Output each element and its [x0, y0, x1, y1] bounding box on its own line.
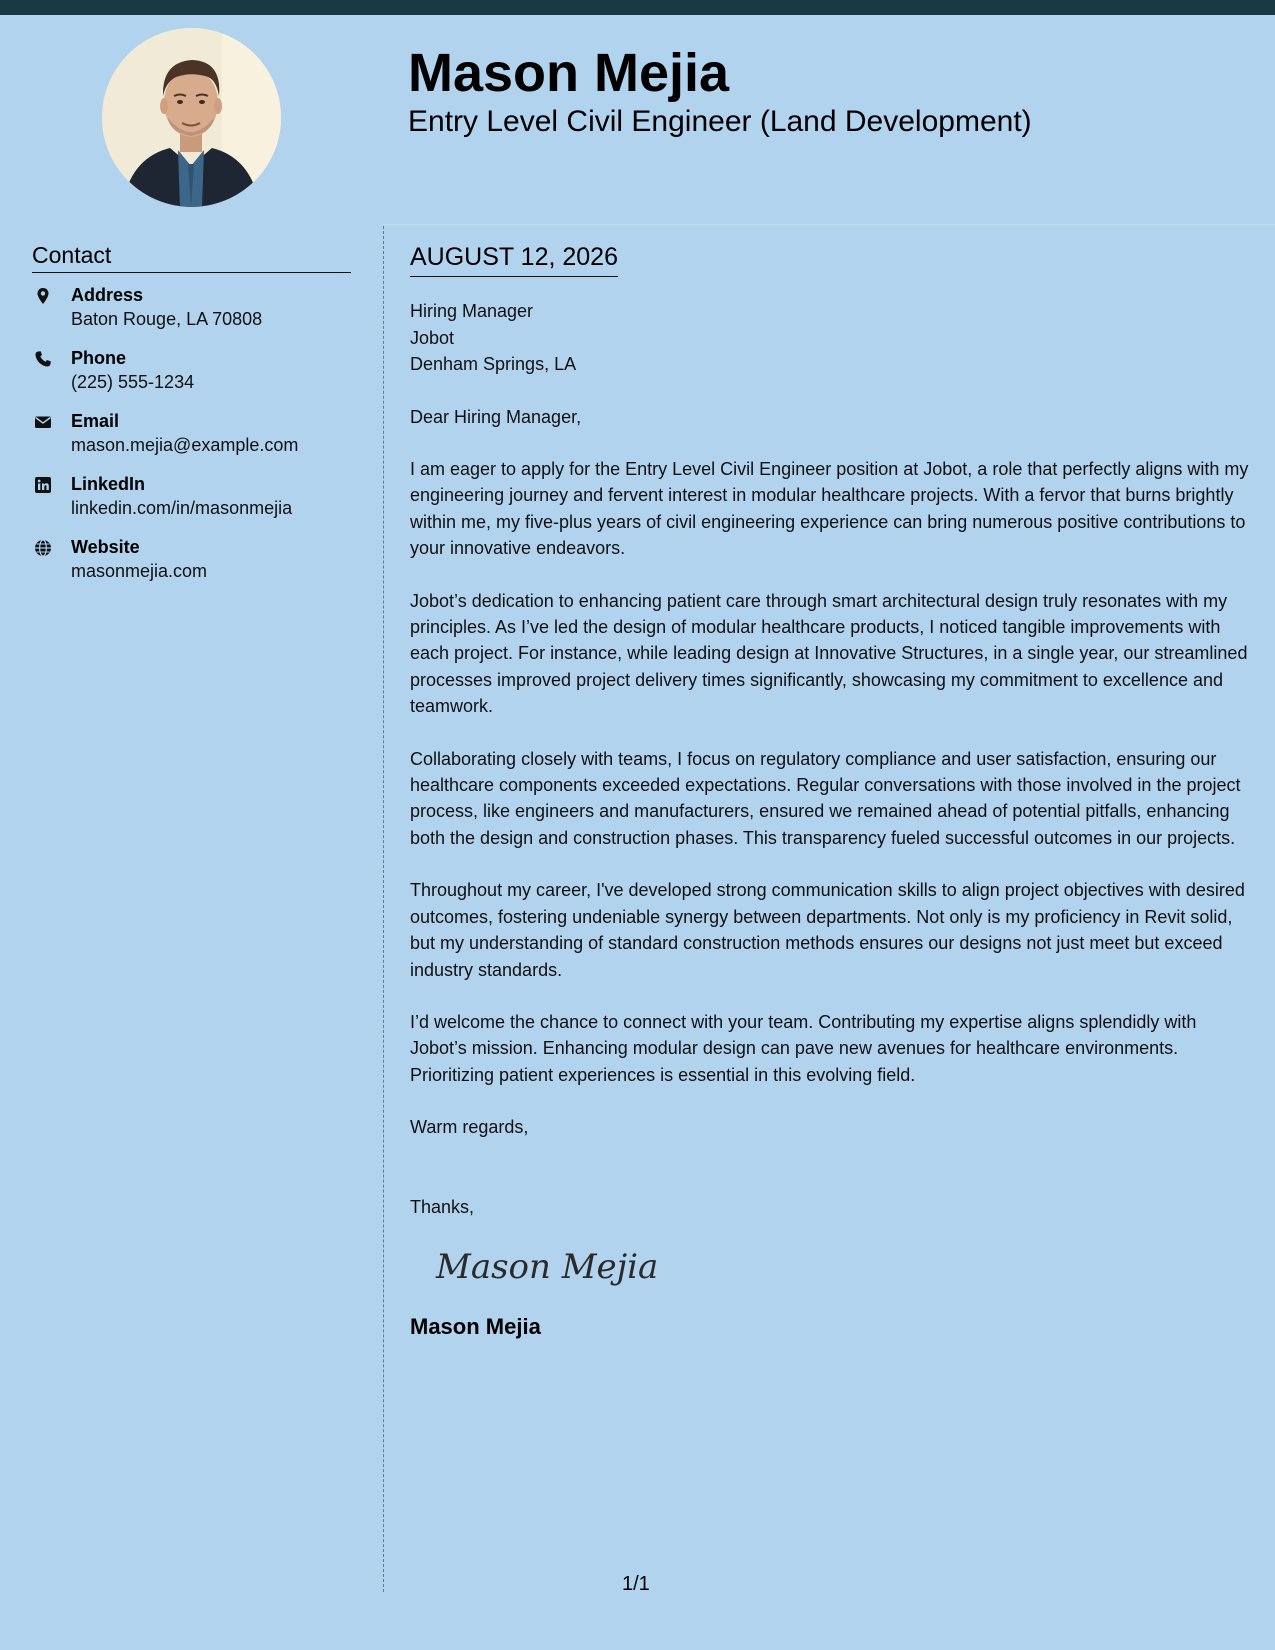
globe-icon: [34, 539, 52, 557]
linkedin-icon: [34, 476, 52, 494]
email-value[interactable]: mason.mejia@example.com: [71, 435, 299, 455]
closing: Warm regards,: [410, 1117, 529, 1138]
linkedin-value[interactable]: linkedin.com/in/masonmejia: [71, 498, 293, 518]
letter-body: [410, 240, 1255, 1342]
handwritten-signature: [432, 1238, 662, 1294]
contact-item-email: [32, 409, 351, 472]
letter-paragraph: I am eager to apply for the Entry Level Civil Engineer position at Jobot, a role that perfectly aligns with my engineering journey and fervent interest in modular healthcare projects. With a fervor that burns brightly within me, my five-plus years of civil engineering experience can bring numerous positive contributions to your innovative endeavors.: [410, 459, 1249, 559]
contact-item-phone: [32, 346, 351, 409]
recipient-line: Hiring Manager: [410, 301, 534, 321]
website-value[interactable]: masonmejia.com: [71, 561, 208, 581]
contact-label: Address: [71, 285, 144, 305]
contact-label: Email: [71, 411, 120, 431]
contact-sidebar: [32, 240, 351, 598]
page-number: 1/1: [622, 1573, 650, 1595]
contact-heading: Contact: [32, 240, 351, 273]
signer-name: Mason Mejia: [410, 1314, 541, 1340]
letter-paragraph: Jobot’s dedication to enhancing patient care through smart architectural design truly resonates with my principles. As I’ve led the design of modular healthcare products, I noticed tangible improvements with each project. For instance, while leading design at Innovative Structures, in a single year, our streamlined processes improved project delivery times significantly, showcasing my commitment to excellence and teamwork.: [410, 590, 1248, 717]
greeting: Dear Hiring Manager,: [410, 406, 582, 427]
letter-paragraph: Collaborating closely with teams, I focus on regulatory compliance and user satisfaction, ensuring our healthcare components exceeded expectations. Regular conversations with those involved in the project process, like engineers and manufacturers, ensured we remained ahead of potential pitfalls, enhancing both the design and construction phases. This transparency fueled successful outcomes in our projects.: [410, 748, 1241, 848]
recipient-line: Jobot: [410, 327, 455, 348]
phone-value: (225) 555-1234: [71, 372, 195, 392]
letter-date: AUGUST 12, 2026: [410, 240, 618, 277]
contact-item-address: [32, 283, 351, 346]
signature-text: Mason Mejia: [436, 1247, 659, 1288]
candidate-name: Mason Mejia: [408, 43, 730, 103]
contact-label: Website: [71, 537, 140, 557]
contact-label: Phone: [71, 348, 127, 368]
envelope-icon: [34, 413, 52, 431]
thanks-line: Thanks,: [410, 1196, 475, 1217]
address-value: Baton Rouge, LA 70808: [71, 309, 263, 329]
recipient-line: Denham Springs, LA: [410, 354, 577, 374]
contact-item-website: [32, 535, 351, 598]
letter-paragraph: I’d welcome the chance to connect with your team. Contributing my expertise aligns splendidly with Jobot’s mission. Enhancing modular design can pave new avenues for healthcare environments. Prioritizing patient experiences is essential in this evolving field.: [410, 1011, 1197, 1085]
recipient-block: [410, 298, 1255, 378]
contact-label: LinkedIn: [71, 474, 146, 494]
phone-icon: [34, 350, 52, 368]
map-pin-icon: [34, 287, 52, 305]
top-accent-bar: [0, 0, 1275, 15]
contact-item-linkedin: [32, 472, 351, 535]
letter-paragraph: Throughout my career, I've developed strong communication skills to align project objectives with desired outcomes, fostering undeniable synergy between departments. Not only is my proficiency in Revit solid, but my understanding of standard construction methods ensures our designs not just meet but exceed industry standards.: [410, 880, 1245, 980]
job-title: Entry Level Civil Engineer (Land Development): [408, 105, 1032, 138]
avatar: [102, 28, 281, 207]
profile-photo: [102, 28, 281, 207]
column-divider: [383, 226, 384, 1592]
header-divider: [383, 224, 1275, 225]
